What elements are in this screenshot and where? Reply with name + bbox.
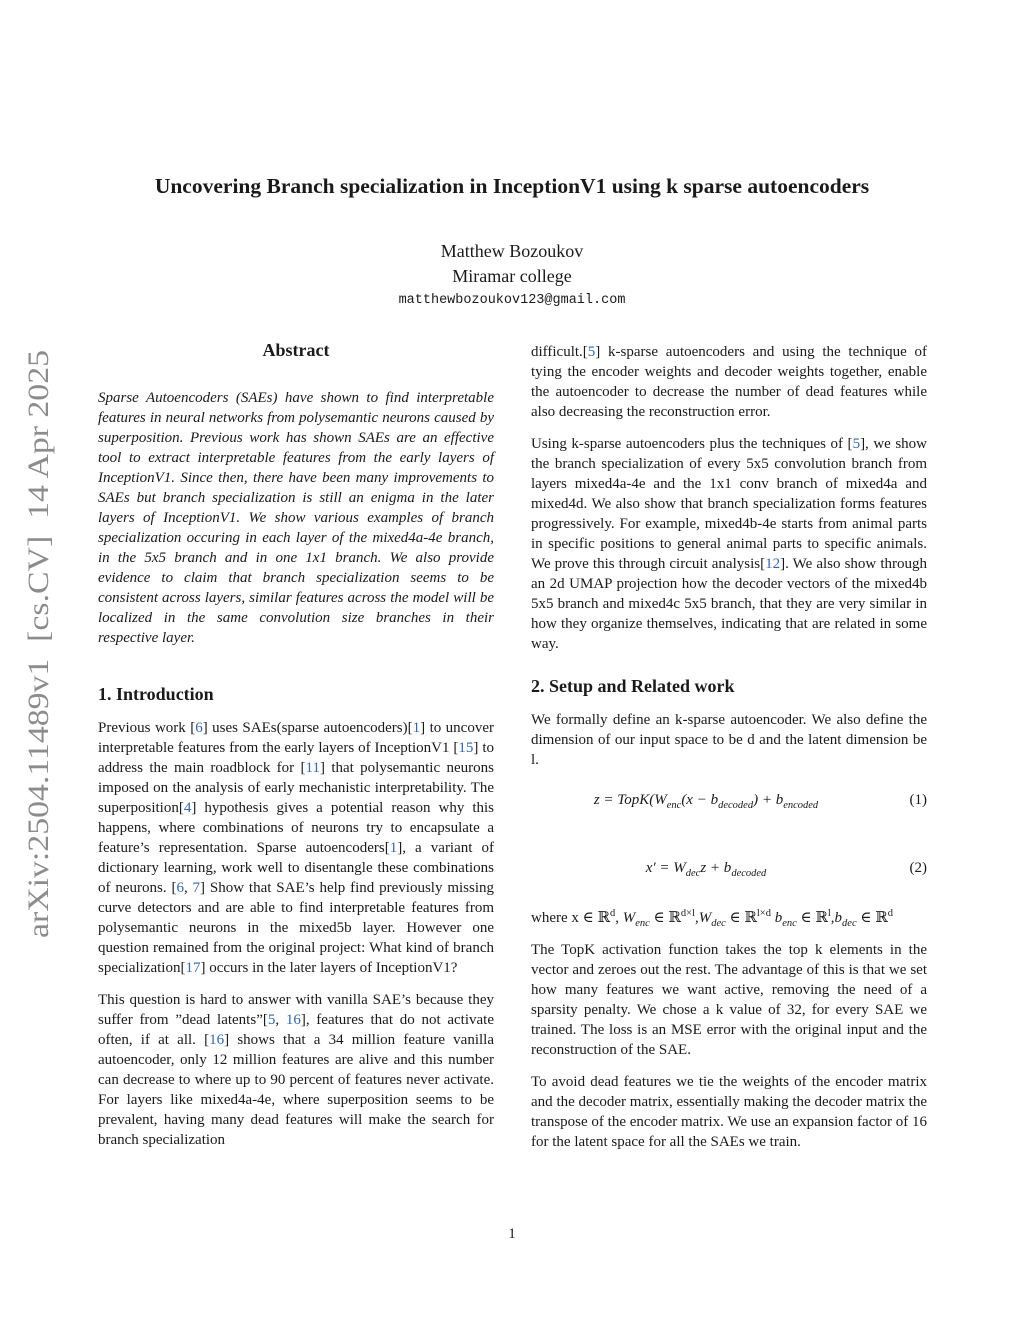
citation-link[interactable]: 1 (412, 720, 421, 736)
equation-2-number: (2) (909, 860, 927, 876)
citation-link[interactable]: 5 (267, 1012, 276, 1028)
author-email: matthewbozoukov123@gmail.com (398, 293, 626, 308)
arxiv-sidebar (10, 350, 60, 950)
citation-link[interactable]: 6 (195, 720, 203, 736)
citation-link[interactable]: 15 (458, 740, 474, 756)
citation-link[interactable]: 7 (192, 880, 201, 896)
left-column (98, 340, 494, 1162)
abstract-heading: Abstract (262, 340, 330, 360)
citation-link[interactable]: 16 (285, 1012, 301, 1028)
citation-link[interactable]: 1 (389, 840, 398, 856)
dead-features-paragraph: To avoid dead features we tie the weights of the encoder matrix and the decoder matrix, essentially making the decoder matrix the transpose of the encoder matrix. We use an expansion factor of 16 for the latent space for all the SAEs we train. (531, 1074, 927, 1150)
citation-link[interactable]: 5 (852, 436, 861, 452)
equation-1-number: (1) (909, 792, 927, 808)
author-affiliation: Miramar college (452, 266, 572, 286)
citation-link[interactable]: 5 (587, 344, 596, 360)
page-number: 1 (508, 1226, 516, 1242)
equation-2: $x' = W_{dec}z + b_{decoded}$ (2) (645, 860, 927, 879)
paper-title: Uncovering Branch specialization in InceptionV1 using k sparse autoencoders (154, 174, 870, 198)
citation-link[interactable]: 12 (765, 556, 781, 572)
intro-paragraph-1: Previous work [6] uses SAEs(sparse autoencoders)[1] to uncover interpretable features from the early layers of InceptionV1 [15] to address the main roadblock for [11] that polysemantic neurons imposed on the analysis of early mechanistic interpretability. The superposition[4] hypothesis gives a potential reason why this happens, where combinations of neurons try to encapsulate a feature’s representation. Sparse autoencoders[1], a variant of dictionary learning, work well to disentangle these combinations of neurons. [6, 7] Show that SAE’s help find previously missing curve detectors and are able to find interpretable features from polysemantic neurons in the mixed5b layer. However one question remained from the original project: What kind of branch specialization[17] occurs in the later layers of InceptionV1? (98, 720, 495, 976)
arxiv-id: arXiv:2504.11489v1 [cs.CV] 14 Apr 2025 (22, 415, 55, 938)
topk-paragraph: The TopK activation function takes the top k elements in the vector and zeroes out the rest. The advantage of this is that we set how many features we want active, removing the need of a sparsity penalty. We chose a k value of 32, for every SAE we trained. The loss is an MSE error with the original input and the reconstruction of the SAE. (531, 942, 927, 1058)
citation-link[interactable]: 6 (176, 880, 184, 896)
citation-link[interactable]: 16 (209, 1032, 225, 1048)
right-paragraph-2: Using k-sparse autoencoders plus the techniques of [5], we show the branch specialization of every 5x5 convolution branch from layers mixed4a-4e and the 1x1 conv branch of mixed4a and mixed4d. We also show that branch specialization forms features progressively. For example, mixed4b-4e starts from animal parts in specific positions to general animal parts to specific animals. We prove this through circuit analysis[12]. We also show through an 2d UMAP projection how the decoder vectors of the mixed4b 5x5 branch and mixed4c 5x5 branch, that they are very similar in how they organize themselves, indicating that are related in some way. (531, 436, 928, 652)
right-paragraph-1: difficult.[5] k-sparse autoencoders and using the technique of tying the encoder weights and decoder weights together, enable the autoencoder to decrease the number of dead features while also decreasing the reconstruction error. (531, 344, 927, 420)
right-column (531, 342, 927, 1164)
author-name: Matthew Bozoukov (440, 241, 584, 261)
where-clause: where x ∈ ℝ$^d$, $W_{enc}$ ∈ $ℝ^{d\times l},W_{dec}$ ∈ ℝ$^{l\times d}$ $b_{enc}$ ∈ $ℝ^l,b_{dec}$ ∈ ℝ$^d$ (531, 908, 893, 929)
setup-heading: 2. Setup and Related work (531, 676, 735, 696)
citation-link[interactable]: 17 (185, 960, 201, 976)
setup-paragraph-1: We formally define an k-sparse autoencoder. We also define the dimension of our input space to be d and the latent dimension be l. (531, 712, 927, 768)
citation-link[interactable]: 4 (183, 800, 192, 816)
intro-paragraph-2: This question is hard to answer with vanilla SAE’s because they suffer from ”dead latents”[5, 16], features that do not activate often, if at all. [16] shows that a 34 million feature vanilla autoencoder, only 12 million features are alive and this number can decrease to where up to 90 percent of features never activate. For layers like mixed4a-4e, where superposition seems to be prevalent, having many dead features will make the search for branch specialization (98, 992, 494, 1148)
abstract-text: Sparse Autoencoders (SAEs) have shown to find interpretable features in neural networks from polysemantic neurons caused by superposition. Previous work has shown SAEs are an effective tool to extract interpretable features from the early layers of InceptionV1. Since then, there have been many improvements to SAEs but branch specialization is still an enigma in the later layers of InceptionV1. We show various examples of branch specialization occuring in each layer of the mixed4a-4e branch, in the 5x5 branch and in one 1x1 branch. We also provide evidence to claim that branch specialization seems to be consistent across layers, similar features across the model will be localized in the same convolution size branches in their respective layer. (98, 390, 494, 646)
citation-link[interactable]: 11 (305, 760, 320, 776)
intro-heading: 1. Introduction (98, 684, 214, 704)
equation-1: $z = TopK(W_{enc}(x - b_{decoded}) + b_{encoded}$ (1) (593, 792, 927, 811)
